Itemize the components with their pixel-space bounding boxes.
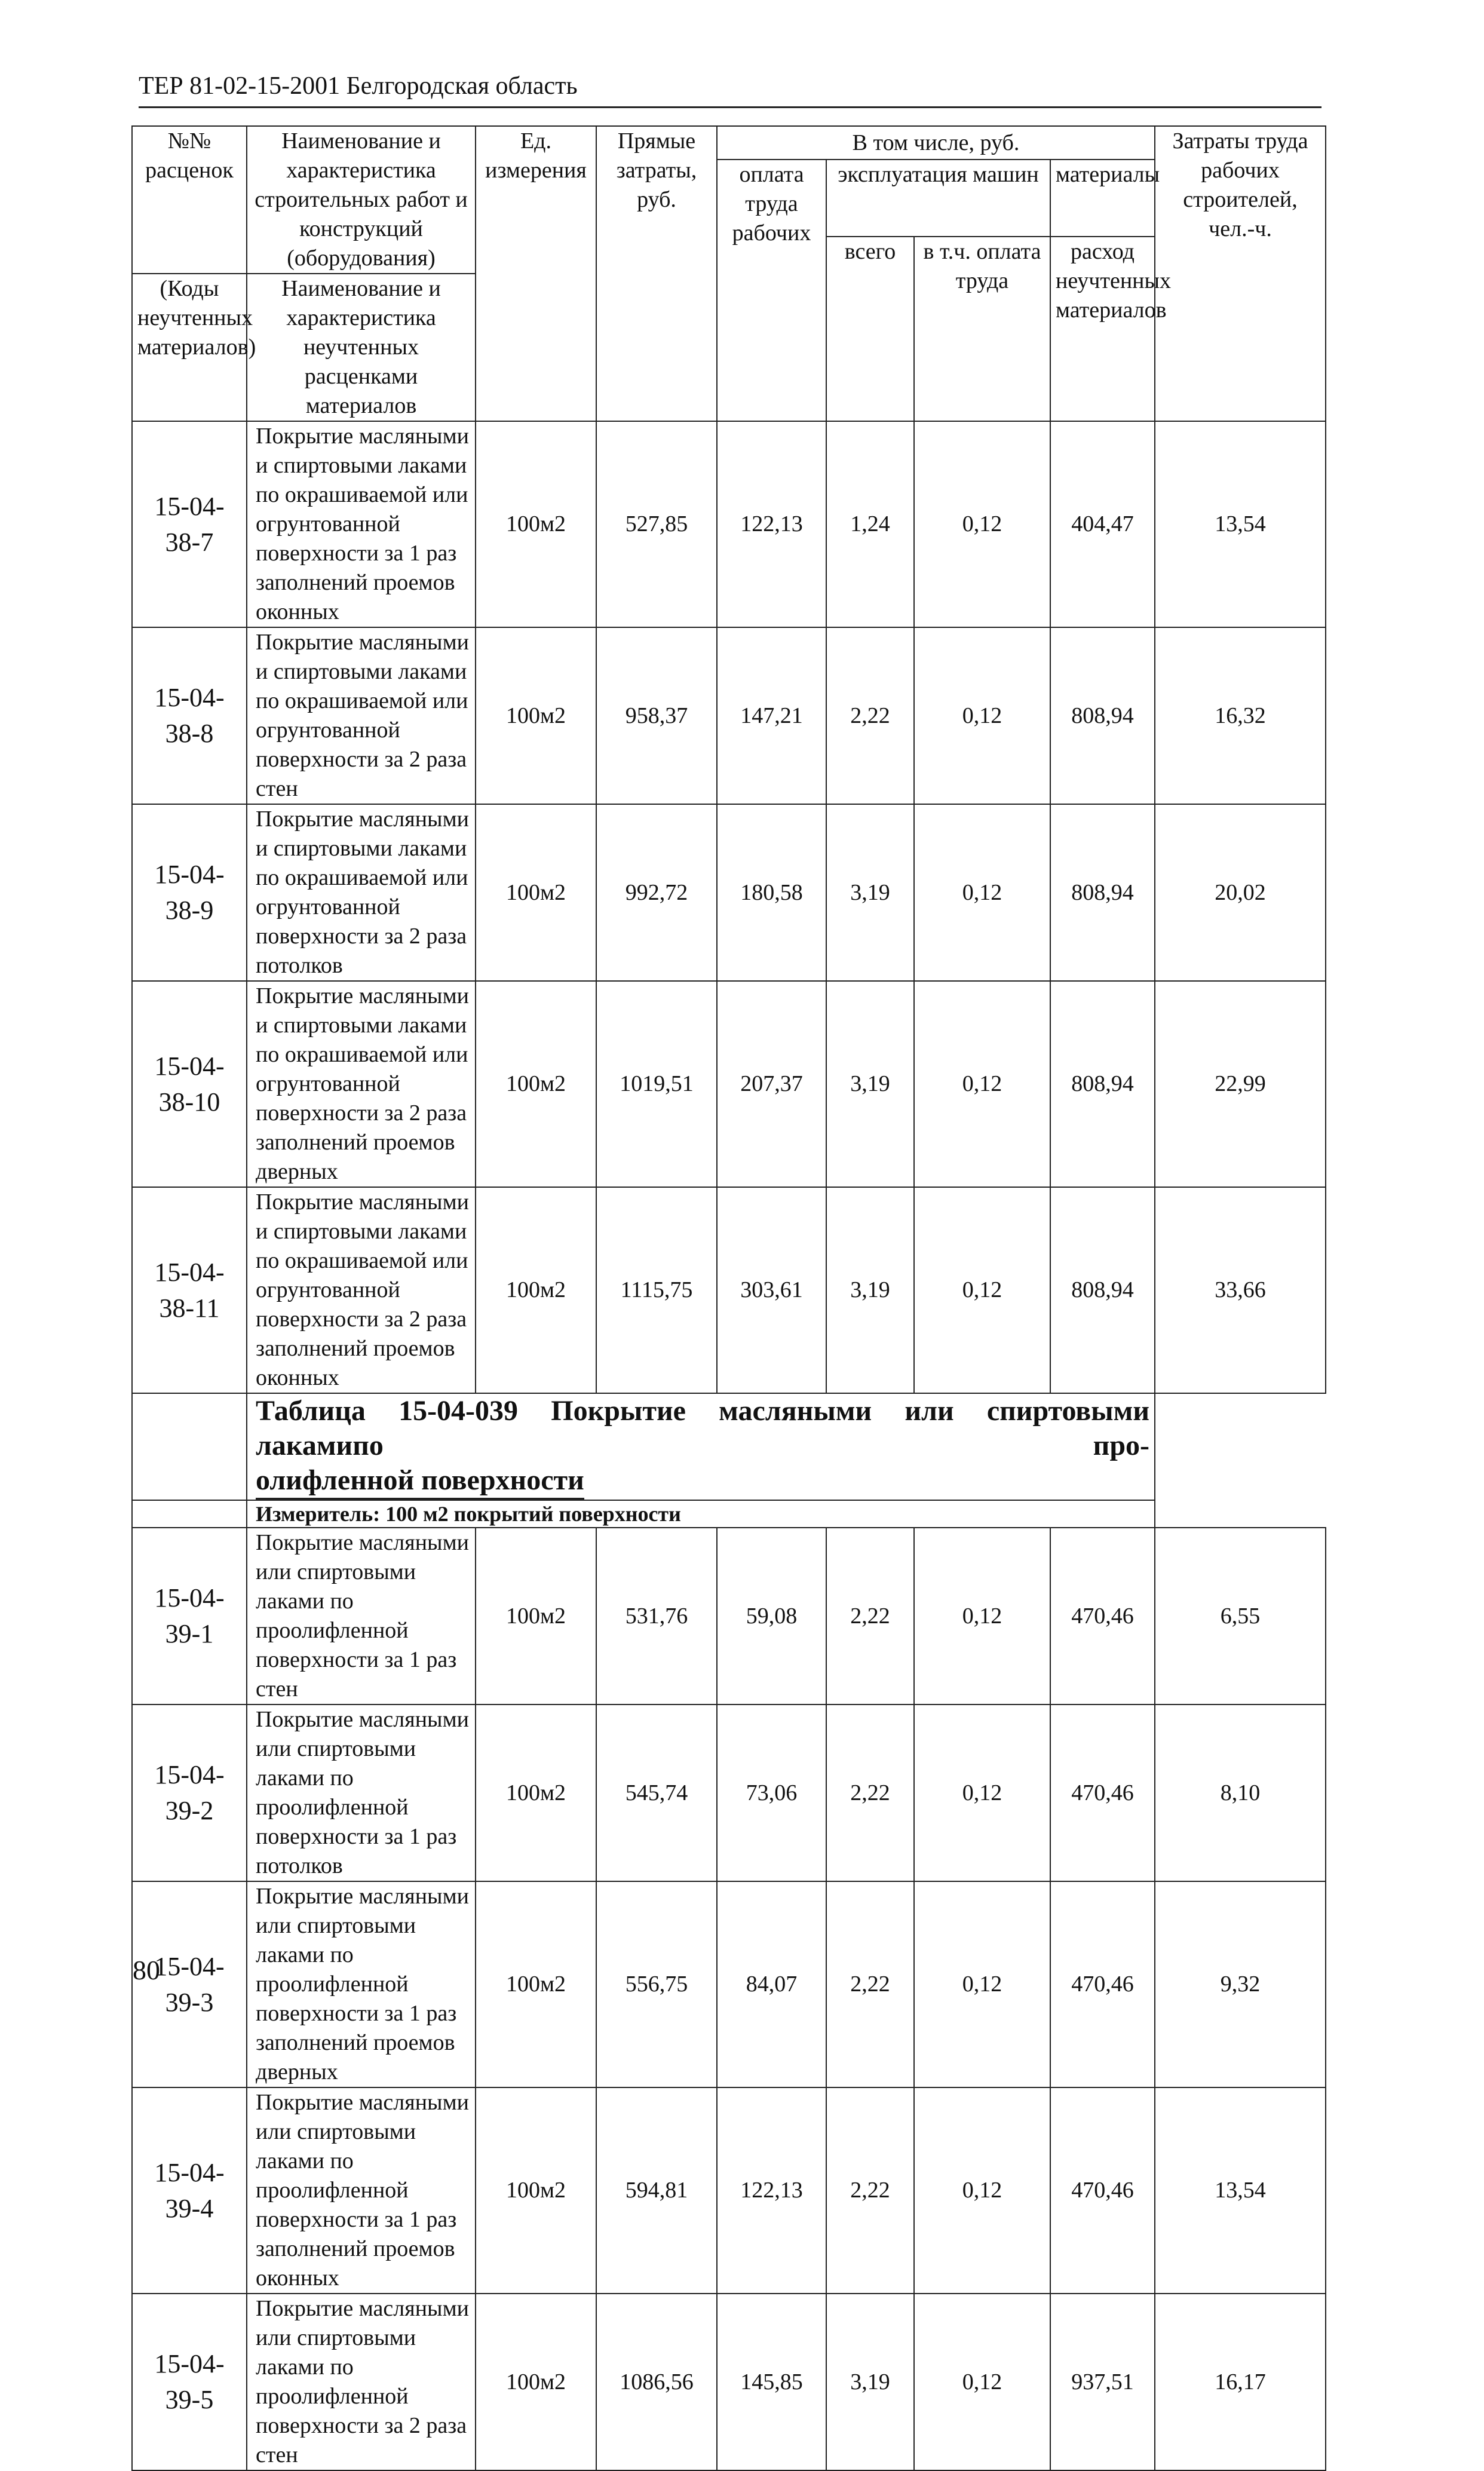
direct-cost-cell: 594,81 (596, 2087, 717, 2294)
table-row (132, 2294, 1326, 2470)
page-header: ТЕР 81-02-15-2001 Белгородская область (139, 69, 1322, 108)
rates-table (131, 125, 1326, 2471)
table-row (132, 421, 1326, 627)
materials-cell: 808,94 (1050, 804, 1155, 981)
materials-cell: 808,94 (1050, 981, 1155, 1187)
labor-cell: 6,55 (1155, 1528, 1326, 1704)
wages-cell: 73,06 (717, 1704, 826, 1881)
col-labor-header: Затраты труда рабочих строителей, чел.-ч. (1155, 126, 1326, 421)
section-title (247, 1393, 1155, 1500)
machines-total-cell: 2,22 (826, 1528, 914, 1704)
machines-wages-cell: 0,12 (914, 1528, 1050, 1704)
rate-code-cell: 15-04-38-11 (132, 1187, 247, 1393)
rate-code-cell: 15-04-39-2 (132, 1704, 247, 1881)
machines-wages-cell: 0,12 (914, 1704, 1050, 1881)
direct-cost-cell: 1115,75 (596, 1187, 717, 1393)
rate-description-cell: Покрытие масляными или спиртовыми лаками по проолифленной поверхности за 1 раз стен (247, 1528, 476, 1704)
rate-code-cell: 15-04-38-10 (132, 981, 247, 1187)
direct-cost-cell: 958,37 (596, 627, 717, 804)
col-code-alt-header: (Коды неучтенных материалов) (132, 274, 247, 421)
labor-cell: 16,17 (1155, 2294, 1326, 2470)
machines-total-cell: 2,22 (826, 2087, 914, 2294)
rate-description-cell: Покрытие масляными или спиртовыми лаками по проолифленной поверхности за 1 раз заполнений проемов дверных (247, 1881, 476, 2087)
unit-cell: 100м2 (476, 804, 596, 981)
wages-cell: 122,13 (717, 421, 826, 627)
rate-description-cell: Покрытие масляными и спиртовыми лаками по окрашиваемой или огрунтованной поверхности за 1 раз заполнений проемов оконных (247, 421, 476, 627)
materials-cell: 404,47 (1050, 421, 1155, 627)
unit-cell: 100м2 (476, 1187, 596, 1393)
materials-cell: 470,46 (1050, 1881, 1155, 2087)
machines-wages-cell: 0,12 (914, 1881, 1050, 2087)
machines-wages-cell: 0,12 (914, 627, 1050, 804)
col-code-header: №№ расценок (132, 126, 247, 274)
rate-description-cell: Покрытие масляными и спиртовыми лаками по окрашиваемой или огрунтованной поверхности за 2 раза потолков (247, 804, 476, 981)
direct-cost-cell: 556,75 (596, 1881, 717, 2087)
rate-description-cell: Покрытие масляными и спиртовыми лаками по окрашиваемой или огрунтованной поверхности за 2 раза заполнений проемов дверных (247, 981, 476, 1187)
rate-code-cell: 15-04-39-1 (132, 1528, 247, 1704)
table-header (132, 126, 1326, 421)
materials-cell: 937,51 (1050, 2294, 1155, 2470)
table-row (132, 1187, 1326, 1393)
table-body-38 (132, 421, 1326, 1393)
direct-cost-cell: 531,76 (596, 1528, 717, 1704)
machines-total-cell: 3,19 (826, 1187, 914, 1393)
table-row (132, 1881, 1326, 2087)
materials-cell: 470,46 (1050, 1528, 1155, 1704)
col-machines-total-header: всего (826, 237, 914, 422)
machines-total-cell: 3,19 (826, 981, 914, 1187)
page-number: 80 (133, 1955, 160, 1985)
machines-total-cell: 2,22 (826, 627, 914, 804)
materials-cell: 470,46 (1050, 2087, 1155, 2294)
wages-cell: 145,85 (717, 2294, 826, 2470)
wages-cell: 180,58 (717, 804, 826, 981)
machines-total-cell: 2,22 (826, 1881, 914, 2087)
rate-code-cell: 15-04-38-7 (132, 421, 247, 627)
rate-code-cell: 15-04-39-4 (132, 2087, 247, 2294)
col-name-alt-header: Наименование и характеристика неучтенных расценками материалов (247, 274, 476, 421)
labor-cell: 9,32 (1155, 1881, 1326, 2087)
machines-wages-cell: 0,12 (914, 981, 1050, 1187)
machines-total-cell: 3,19 (826, 804, 914, 981)
table-body-39 (132, 1528, 1326, 2470)
machines-wages-cell: 0,12 (914, 421, 1050, 627)
table-row (132, 627, 1326, 804)
labor-cell: 33,66 (1155, 1187, 1326, 1393)
labor-cell: 20,02 (1155, 804, 1326, 981)
wages-cell: 147,21 (717, 627, 826, 804)
direct-cost-cell: 1086,56 (596, 2294, 717, 2470)
col-direct-header: Прямые затраты, руб. (596, 126, 717, 421)
labor-cell: 16,32 (1155, 627, 1326, 804)
table-row (132, 1704, 1326, 1881)
col-materials-header: материалы (1050, 160, 1155, 237)
wages-cell: 303,61 (717, 1187, 826, 1393)
unit-cell: 100м2 (476, 1704, 596, 1881)
machines-wages-cell: 0,12 (914, 2294, 1050, 2470)
machines-wages-cell: 0,12 (914, 2087, 1050, 2294)
materials-cell: 470,46 (1050, 1704, 1155, 1881)
rate-description-cell: Покрытие масляными и спиртовыми лаками по окрашиваемой или огрунтованной поверхности за 2 раза стен (247, 627, 476, 804)
col-machines-header: эксплуатация машин (826, 160, 1050, 237)
rate-code-cell: 15-04-38-8 (132, 627, 247, 804)
section-title-line-1: Таблица 15-04-039 Покрытие масляными или спиртовыми лакамипо про- (256, 1395, 1149, 1461)
rate-code-cell: 15-04-38-9 (132, 804, 247, 981)
unit-cell: 100м2 (476, 2294, 596, 2470)
direct-cost-cell: 527,85 (596, 421, 717, 627)
rate-description-cell: Покрытие масляными и спиртовыми лаками по окрашиваемой или огрунтованной поверхности за 2 раза заполнений проемов оконных (247, 1187, 476, 1393)
wages-cell: 84,07 (717, 1881, 826, 2087)
section-meter: Измеритель: 100 м2 покрытий поверхности (247, 1500, 1155, 1528)
wages-cell: 122,13 (717, 2087, 826, 2294)
unit-cell: 100м2 (476, 981, 596, 1187)
col-incl-header: В том числе, руб. (717, 126, 1155, 160)
machines-wages-cell: 0,12 (914, 1187, 1050, 1393)
labor-cell: 22,99 (1155, 981, 1326, 1187)
labor-cell: 8,10 (1155, 1704, 1326, 1881)
col-name-header: Наименование и характеристика строительных работ и конструкций (оборудования) (247, 126, 476, 274)
unit-cell: 100м2 (476, 2087, 596, 2294)
unit-cell: 100м2 (476, 627, 596, 804)
rate-code-cell: 15-04-39-5 (132, 2294, 247, 2470)
section-title-line-2: олифленной поверхности (256, 1463, 584, 1500)
section-empty-cell (132, 1500, 247, 1528)
table-row (132, 981, 1326, 1187)
rate-code-cell: 15-04-39-3 (132, 1881, 247, 2087)
machines-total-cell: 2,22 (826, 1704, 914, 1881)
labor-cell: 13,54 (1155, 421, 1326, 627)
col-wages-header: оплата труда рабочих (717, 160, 826, 421)
rate-description-cell: Покрытие масляными или спиртовыми лаками по проолифленной поверхности за 2 раза стен (247, 2294, 476, 2470)
materials-cell: 808,94 (1050, 1187, 1155, 1393)
table-row (132, 2087, 1326, 2294)
direct-cost-cell: 992,72 (596, 804, 717, 981)
rate-description-cell: Покрытие масляными или спиртовыми лаками по проолифленной поверхности за 1 раз заполнений проемов оконных (247, 2087, 476, 2294)
table-row (132, 804, 1326, 981)
unit-cell: 100м2 (476, 1528, 596, 1704)
direct-cost-cell: 545,74 (596, 1704, 717, 1881)
wages-cell: 207,37 (717, 981, 826, 1187)
section-empty-cell (132, 1393, 247, 1500)
col-unit-header: Ед. измерения (476, 126, 596, 421)
machines-wages-cell: 0,12 (914, 804, 1050, 981)
rate-description-cell: Покрытие масляными или спиртовыми лаками по проолифленной поверхности за 1 раз потолков (247, 1704, 476, 1881)
direct-cost-cell: 1019,51 (596, 981, 717, 1187)
machines-total-cell: 1,24 (826, 421, 914, 627)
col-materials-alt-header: расход неучтенных материалов (1050, 237, 1155, 422)
machines-total-cell: 3,19 (826, 2294, 914, 2470)
labor-cell: 13,54 (1155, 2087, 1326, 2294)
wages-cell: 59,08 (717, 1528, 826, 1704)
col-machines-wages-header: в т.ч. оплата труда (914, 237, 1050, 422)
unit-cell: 100м2 (476, 421, 596, 627)
unit-cell: 100м2 (476, 1881, 596, 2087)
materials-cell: 808,94 (1050, 627, 1155, 804)
table-row (132, 1528, 1326, 1704)
table-section (132, 1393, 1326, 1528)
